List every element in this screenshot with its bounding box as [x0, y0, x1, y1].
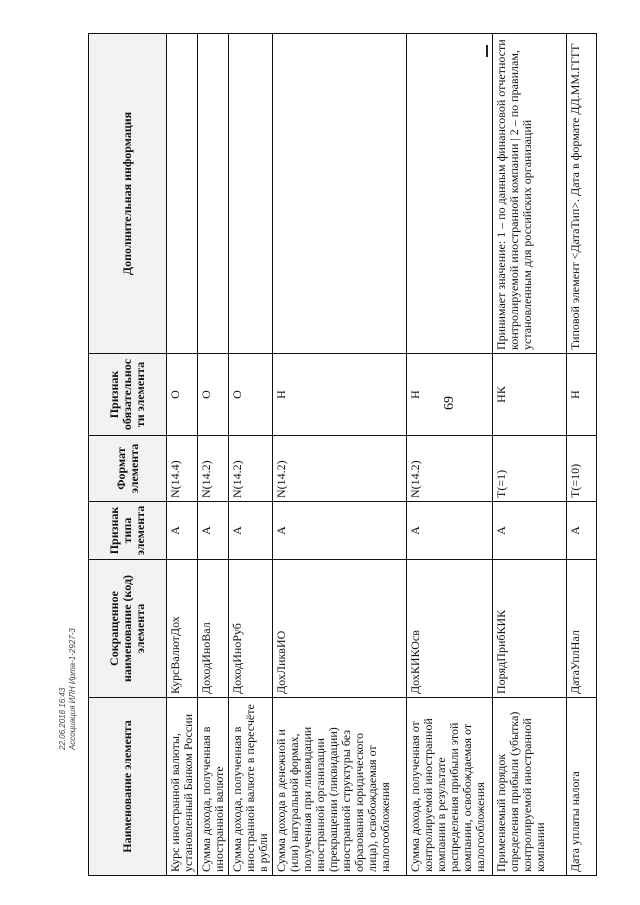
cell-name: Сумма дохода, полученная в иностранной валюте в пересчёте в рубли — [229, 698, 273, 876]
table-row — [167, 34, 198, 876]
stamp-date: 22.06.2018 16:43 — [58, 687, 67, 750]
table-header-row — [89, 34, 167, 876]
cell-additional — [229, 34, 273, 354]
header-name: Наименование элемента — [89, 698, 167, 876]
cell-required: О — [167, 354, 198, 436]
cell-additional — [198, 34, 229, 354]
cell-format: N(14.2) — [273, 436, 407, 502]
cell-code: ПорядПрибКИК — [493, 560, 567, 698]
cell-code: ДатаУплНал — [567, 560, 597, 698]
cell-name: Сумма дохода, полученная в иностранной валюте — [198, 698, 229, 876]
rotated-table-container — [88, 34, 582, 876]
cell-type: А — [198, 502, 229, 560]
cell-code: ДохКИКОсв — [407, 560, 493, 698]
cell-additional — [407, 34, 493, 354]
header-required: Признак обязательности элемента — [89, 354, 167, 436]
cell-additional: Типовой элемент <ДатаТип>. Дата в формате ДД.ММ.ГГГГ — [567, 34, 597, 354]
page-number: 69 — [442, 396, 457, 410]
cell-name: Применяемый порядок определения прибыли (убытка) контролируемой иностранной компании — [493, 698, 567, 876]
elements-table — [88, 33, 597, 876]
cell-additional: Принимает значение: 1 – по данным финансовой отчетности контролируемой иностранной компании | 2 – по правилам, установленным для российских организаций — [493, 34, 567, 354]
cell-code: КурсВалютДох — [167, 560, 198, 698]
table-row — [567, 34, 597, 876]
header-format: Формат элемента — [89, 436, 167, 502]
cell-name: Сумма дохода, полученная от контролируемой иностранной компании в результате распределения прибыли этой компании, освобождаемая от налогообложения — [407, 698, 493, 876]
cell-code: ДоходИноВал — [198, 560, 229, 698]
cell-required: Н — [407, 354, 493, 436]
cell-format: N(14.4) — [167, 436, 198, 502]
document-stamp — [58, 600, 92, 750]
cell-type: А — [167, 502, 198, 560]
cell-name: Дата уплаты налога — [567, 698, 597, 876]
cell-name: Сумма дохода в денежной и (или) натуральной формах, полученная при ликвидации иностранной организации (прекращении (ликвидации) иностранной структуры без образования юридического лица), освобождаемая от налогообложения — [273, 698, 407, 876]
table-row — [493, 34, 567, 876]
cell-required: О — [229, 354, 273, 436]
cell-format: T(=10) — [567, 436, 597, 502]
table-row — [229, 34, 273, 876]
table-row — [198, 34, 229, 876]
cell-additional — [273, 34, 407, 354]
cell-format: N(14.2) — [198, 436, 229, 502]
cell-format: T(=1) — [493, 436, 567, 502]
cell-code: ДоходИноРуб — [229, 560, 273, 698]
cell-type: А — [407, 502, 493, 560]
cell-name: Курс иностранной валюты, установленный Банком России — [167, 698, 198, 876]
cell-type: А — [493, 502, 567, 560]
cell-additional — [167, 34, 198, 354]
cell-type: А — [229, 502, 273, 560]
cell-format: N(14.2) — [407, 436, 493, 502]
cell-required: Н — [273, 354, 407, 436]
header-type: Признак типа элемента — [89, 502, 167, 560]
header-code: Сокращенное наименование (код) элемента — [89, 560, 167, 698]
table-row — [407, 34, 493, 876]
table-row — [273, 34, 407, 876]
cell-required: О — [198, 354, 229, 436]
header-additional: Дополнительная информация — [89, 34, 167, 354]
cell-code: ДохЛиквИО — [273, 560, 407, 698]
stamp-source: Ассоциация ИЛН Ирта-1-2927-3 — [68, 628, 77, 750]
cell-required: Н — [567, 354, 597, 436]
cell-type: А — [567, 502, 597, 560]
cell-format: N(14.2) — [229, 436, 273, 502]
cell-type: А — [273, 502, 407, 560]
cell-required: НК — [493, 354, 567, 436]
